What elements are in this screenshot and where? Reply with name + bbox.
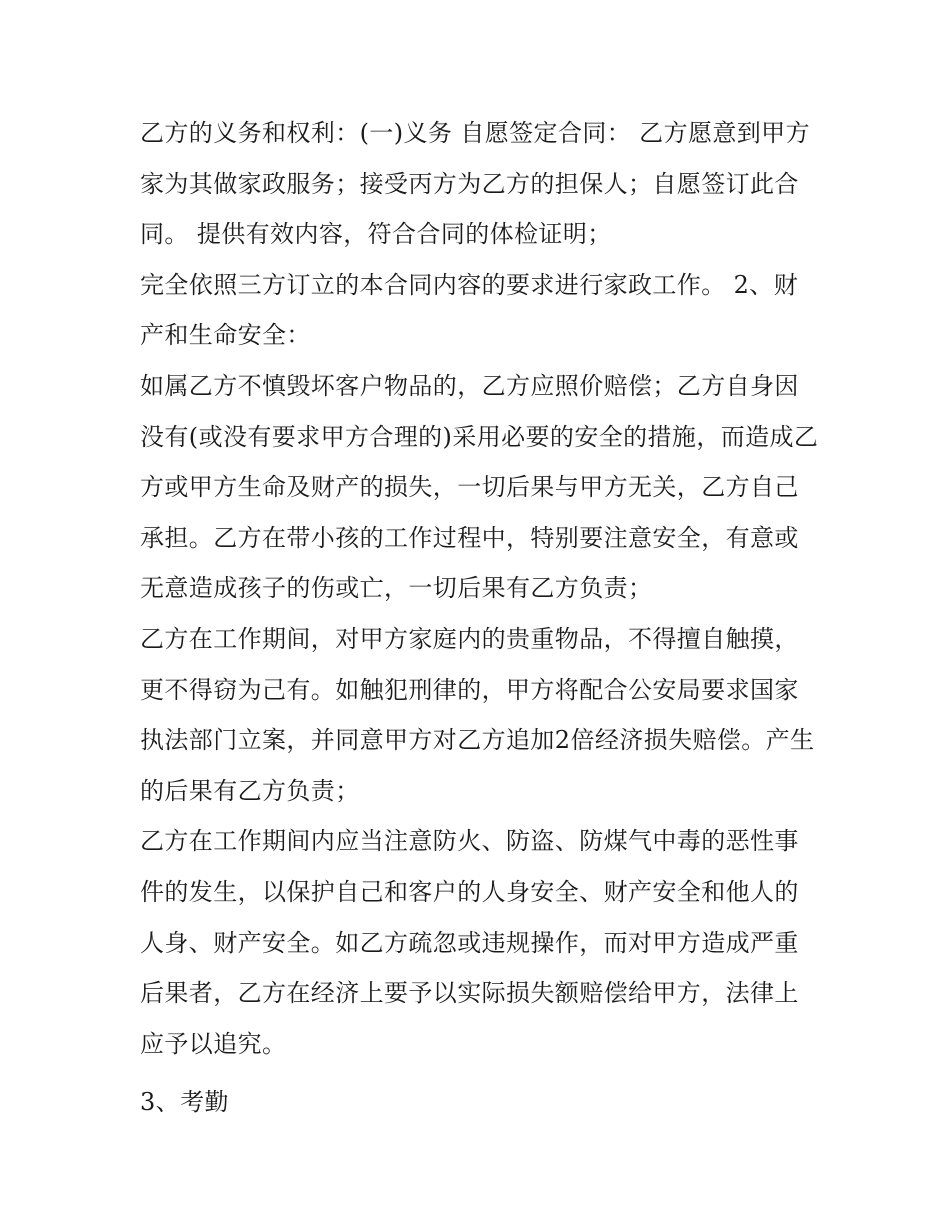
paragraph-obligations: 乙方的义务和权利：(一)义务 自愿签定合同： 乙方愿意到甲方家为其做家政服务；接受丙方为乙方的担保人；自愿签订此合同。 提供有效内容，符合合同的体检证明； — [140, 119, 810, 249]
document-body — [140, 108, 820, 1128]
paragraph-damage-liability: 如属乙方不慎毁坏客户物品的，乙方应照价赔偿；乙方自身因没有(或没有要求甲方合理的)采用必要的安全的措施，而造成乙方或甲方生命及财产的损失，一切后果与甲方无关，乙方自己承担。乙方在带小孩的工作过程中，特别要注意安全，有意或无意造成孩子的伤或亡，一切后果有乙方负责； — [140, 371, 819, 603]
paragraph-valuables: 乙方在工作期间，对甲方家庭内的贵重物品，不得擅自触摸，更不得窃为己有。如触犯刑律的，甲方将配合公安局要求国家执法部门立案，并同意甲方对乙方追加2倍经济损失赔偿。产生的后果有乙方负责； — [140, 624, 815, 805]
paragraph-fire-safety: 乙方在工作期间内应当注意防火、防盗、防煤气中毒的恶性事件的发生，以保护自己和客户的人身安全、财产安全和他人的人身、财产安全。如乙方疏忽或违规操作，而对甲方造成严重后果者，乙方在经济上要予以实际损失额赔偿给甲方，法律上应予以追究。 — [140, 827, 799, 1058]
paragraph-property-safety: 完全依照三方订立的本合同内容的要求进行家政工作。 2、财产和生命安全： — [140, 270, 799, 350]
section-heading-attendance: 3、考勤 — [140, 1088, 229, 1117]
